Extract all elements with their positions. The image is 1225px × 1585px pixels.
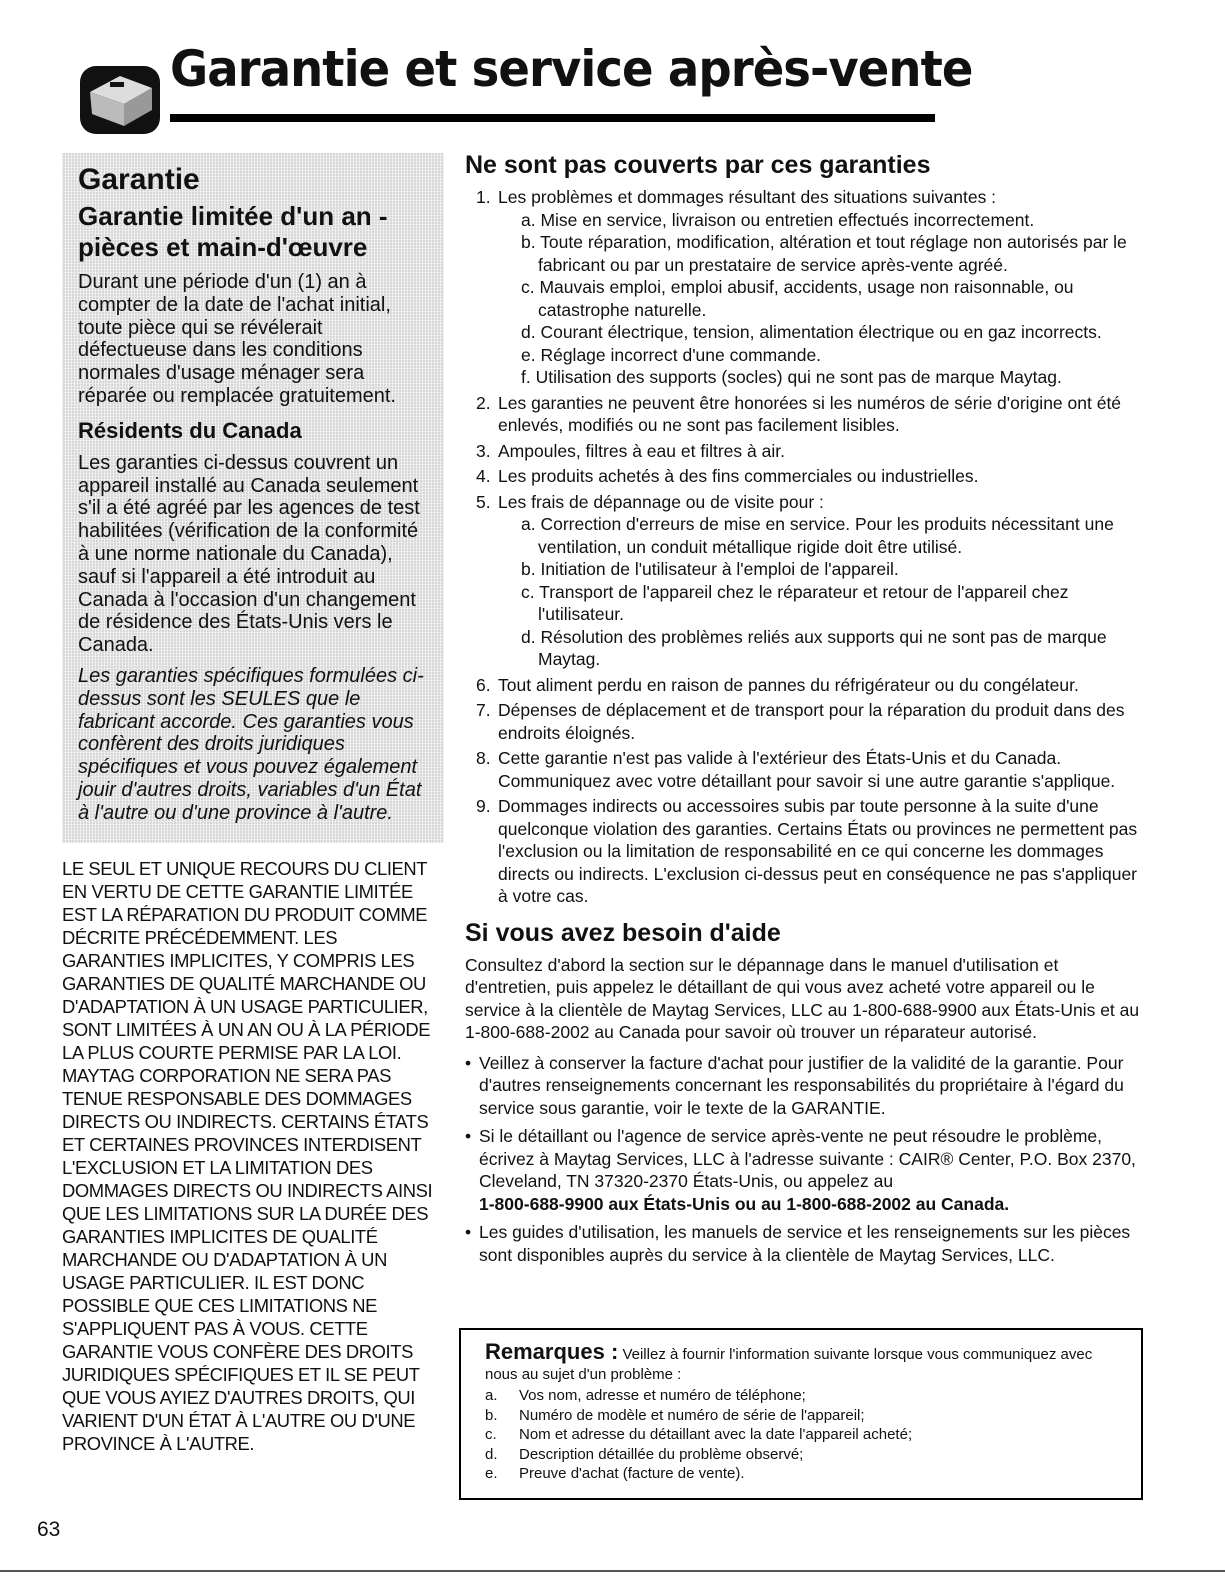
not-covered-heading: Ne sont pas couverts par ces garanties [465,151,931,179]
remarks-box [459,1328,1143,1500]
bottom-rule [0,1570,1225,1572]
page-header [70,40,973,130]
remarks-item: d. Description détaillée du problème observé; [485,1445,804,1463]
list-item: 1. Les problèmes et dommages résultant des situations suivantes : a. Mise en service, livraison ou entretien effectués incorrectement. b. Toute réparation, modification, altération et tout réglage non autorisés par le fabricant ou par un prestataire de service après-vente agréé. c. Mauvais emploi, emploi abusif, accidents, usage non raisonnable, ou catastrophe naturelle. d. Courant électrique, tension, alimentation électrique ou en gaz incorrects. e. Réglage incorrect d'une commande. f. Utilisation des supports (socles) qui ne sont pas de marque Maytag. [465,186,1145,389]
sub-list-item: c. Mauvais emploi, emploi abusif, accidents, usage non raisonnable, ou catastrophe naturelle. [521,277,1074,320]
canada-heading: Résidents du Canada [78,417,302,443]
page-number: 63 [37,1518,61,1541]
sub-list-item: b. Initiation de l'utilisateur à l'emploi de l'appareil. [521,559,899,579]
sub-list-item: a. Correction d'erreurs de mise en service. Pour les produits nécessitant une ventilation, un conduit métallique rigide doit être utilisé. [521,514,1114,557]
toolbox-icon [80,58,162,136]
list-item: 5. Les frais de dépannage ou de visite pour : a. Correction d'erreurs de mise en service. Pour les produits nécessitant une ventilation, un conduit métallique rigide doit être utilisé. b. Initiation de l'utilisateur à l'emploi de l'appareil. c. Transport de l'appareil chez le réparateur et retour de l'appareil chez l'utilisateur. d. Résolution des problèmes reliés aux supports qui ne sont pas de marque Maytag. [465,491,1145,671]
remarks-label: Remarques : [485,1339,619,1364]
title-underline [170,114,935,122]
warranty-paragraph-2: Les garanties ci-dessus couvrent un appareil installé au Canada seulement s'il a été agréé par les agences de test habilitées (vérification de la conformité à une norme nationale du Canada), sauf si l'appareil a été introduit au Canada à l'occasion d'un changement de résidence des États-Unis vers le Canada. [78,451,420,657]
sub-list-item: d. Résolution des problèmes reliés aux supports qui ne sont pas de marque Maytag. [521,626,1107,669]
remarks-item: c. Nom et adresse du détaillant avec la date l'appareil acheté; [485,1426,913,1443]
help-heading: Si vous avez besoin d'aide [465,918,781,947]
remarks-list [485,1386,1127,1484]
warranty-box [62,153,444,843]
disclaimer-text: LE SEUL ET UNIQUE RECOURS DU CLIENT EN VERTU DE CETTE GARANTIE LIMITÉE EST LA RÉPARATION DU PRODUIT COMME DÉCRITE PRÉCÉDEMMENT. LES GARANTIES IMPLICITES, Y COMPRIS LES GARANTIES DE QUALITÉ MARCHANDE OU D'ADAPTATION À UN USAGE PARTICULIER, SONT LIMITÉES À UN AN OU À LA PÉRIODE LA PLUS COURTE PERMISE PAR LA LOI. MAYTAG CORPORATION NE SERA PAS TENUE RESPONSABLE DES DOMMAGES DIRECTS OU INDIRECTS. CERTAINS ÉTATS ET CERTAINES PROVINCES INTERDISENT L'EXCLUSION ET LA LIMITATION DES DOMMAGES DIRECTS OU INDIRECTS AINSI QUE LES LIMITATIONS SUR LA DURÉE DES GARANTIES IMPLICITES DE QUALITÉ MARCHANDE OU D'ADAPTATION À UN USAGE PARTICULIER. IL EST DONC POSSIBLE QUE CES LIMITATIONS NE S'APPLIQUENT PAS À VOUS. CETTE GARANTIE VOUS CONFÈRE DES DROITS JURIDIQUES SPÉCIFIQUES ET IL SE PEUT QUE VOUS AYIEZ D'AUTRES DROITS, QUI VARIENT D'UN ÉTAT À L'AUTRE OU D'UNE PROVINCE À L'AUTRE. [62,858,433,1454]
warranty-paragraph-1: Durant une période d'un (1) an à compter de la date de l'achat initial, toute pièce qui se révélerait défectueuse dans les conditions normales d'usage ménager sera réparée ou remplacée gratuitement. [78,271,396,407]
sub-list-item: f. Utilisation des supports (socles) qui ne sont pas de marque Maytag. [521,367,1062,387]
bullet-item: • Les guides d'utilisation, les manuels de service et les renseignements sur les pièces sont disponibles auprès du service à la clientèle de Maytag Services, LLC. [465,1222,1131,1265]
list-item: 4. Les produits achetés à des fins commerciales ou industrielles. [476,466,979,486]
remarks-item: e. Preuve d'achat (facture de vente). [485,1465,745,1482]
warranty-paragraph-3: Les garanties spécifiques formulées ci-dessus sont les SEULES que le fabricant accorde. Ces garanties vous confèrent des droits juridiques spécifiques et vous pouvez également jouir d'autres droits, variables d'un État à l'autre ou d'une province à l'autre. [78,664,424,824]
help-intro: Consultez d'abord la section sur le dépannage dans le manuel d'utilisation et d'entretien, puis appelez le détaillant de qui vous avez acheté votre appareil ou le service à la clientèle de Maytag Services, LLC au 1-800-688-9900 aux États-Unis et au 1-800-688-2002 au Canada pour savoir où trouver un réparateur autorisé. [465,954,1140,1042]
list-item: 3. Ampoules, filtres à eau et filtres à air. [476,440,785,461]
list-item: 6. Tout aliment perdu en raison de pannes du réfrigérateur ou du congélateur. [476,674,1079,695]
page-title: Garantie et service après-vente [170,40,973,98]
bullet-item: • Veillez à conserver la facture d'achat pour justifier de la validité de la garantie. Pour d'autres renseignements concernant les responsabilités du propriétaire à l'égard du service sous garantie, voir le texte de la GARANTIE. [465,1052,1124,1118]
sub-list-item: a. Mise en service, livraison ou entretien effectués incorrectement. [521,209,1035,230]
list-item: 7. Dépenses de déplacement et de transport pour la réparation du produit dans des endroits éloignés. [476,700,1125,743]
left-column [62,153,444,1455]
list-item: 9. Dommages indirects ou accessoires subis par toute personne à la suite d'une quelconque violation des garanties. Certains États ou provinces ne permettent pas l'exclusion ou la limitation de responsabilité en ce qui concerne les dommages directs ou indirects. L'exclusion ci-dessus peut en conséquence ne pas s'appliquer à votre cas. [476,796,1138,906]
help-bullets [465,1052,1145,1267]
sub-list-item: b. Toute réparation, modification, altération et tout réglage non autorisés par le fabricant ou par un prestataire de service après-vente agréé. [521,232,1127,275]
warranty-subheading: Garantie limitée d'un an - pièces et main-d'œuvre [78,201,388,262]
list-item: 2. Les garanties ne peuvent être honorées si les numéros de série d'origine ont été enlevés, modifiés ou ne sont pas facilement lisibles. [476,392,1122,435]
remarks-item: a. Vos nom, adresse et numéro de téléphone; [485,1387,806,1404]
bullet-item: • Si le détaillant ou l'agence de service après-vente ne peut résoudre le problème, écrivez à Maytag Services, LLC à l'adresse suivante : CAIR® Center, P.O. Box 2370, Cleveland, TN 37320-2370 États-Unis, ou appelez au 1-800-688-9900 aux États-Unis ou au 1-800-688-2002 au Canada. [465,1126,1136,1214]
warranty-heading: Garantie [78,163,200,196]
sub-list-item: d. Courant électrique, tension, alimentation électrique ou en gaz incorrects. [521,322,1102,342]
remarks-item: b. Numéro de modèle et numéro de série de l'appareil; [485,1406,865,1424]
right-column [465,148,1145,1272]
phone-numbers: 1-800-688-9900 aux États-Unis ou au 1-800-688-2002 au Canada. [479,1193,1010,1214]
not-covered-list [465,186,1145,908]
remarks-intro: Remarques : Veillez à fournir l'information suivante lorsque vous communiquez avec nous au sujet d'un problème : [485,1339,1093,1383]
sub-list-item: e. Réglage incorrect d'une commande. [521,344,822,365]
sub-list-item: c. Transport de l'appareil chez le réparateur et retour de l'appareil chez l'utilisateur. [521,581,1069,624]
list-item: 8. Cette garantie n'est pas valide à l'extérieur des États-Unis et du Canada. Communiquez avec votre détaillant pour savoir si une autre garantie s'applique. [476,748,1116,791]
